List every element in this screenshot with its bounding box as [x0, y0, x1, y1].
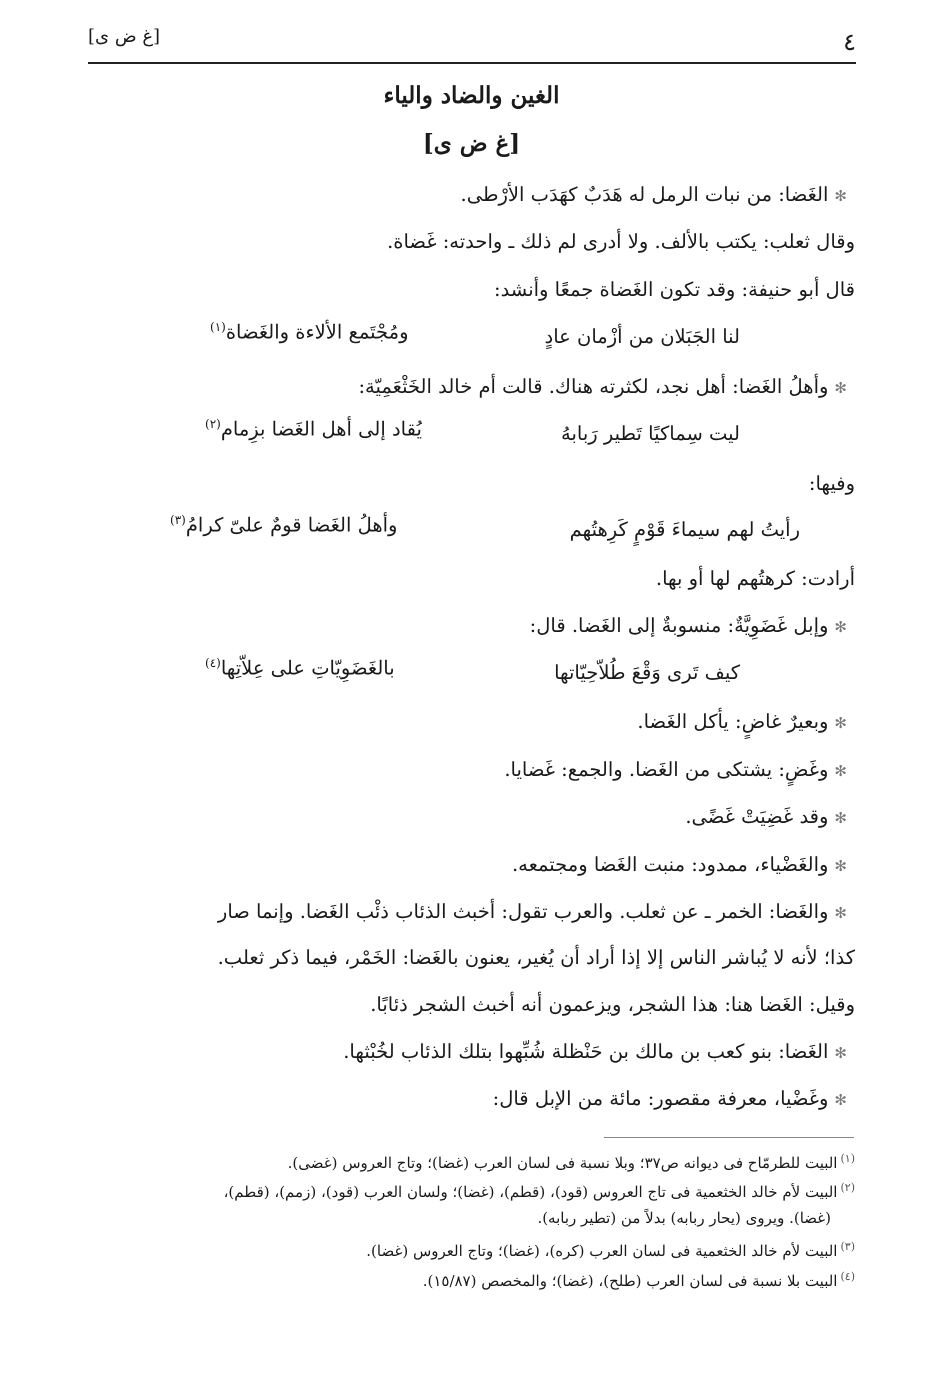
asterisk-icon: ✻ [834, 857, 847, 875]
verse-second-hemistich: ومُجْتَمع الألاءة والغَضاة$^{(١)}$ [210, 320, 409, 344]
entry-line: ✻وأهلُ الغَضا: أهل نجد، لكثرته هناك. قالت أم خالد الخَثْعَمِيّة: [358, 375, 847, 398]
verse-second-hemistich: يُقاد إلى أهل الغَضا بزِمام$^{(٢)}$ [205, 417, 422, 441]
footnote: $^{(٢)}$البيت لأم خالد الخثعمية فى تاج العروس (قود)، (قطم)، (غضا)؛ ولسان العرب (قود)، (زمم)، (قطم)، [223, 1181, 855, 1201]
asterisk-icon: ✻ [834, 1091, 847, 1109]
asterisk-icon: ✻ [834, 714, 847, 732]
entry-line: ✻وبعيرٌ غاضٍ: يأكل الغَضا. [637, 710, 847, 733]
text-line: وقيل: الغَضا هنا: هذا الشجر، ويزعمون أنه أخبث الشجر ذئابًا. [370, 993, 855, 1016]
footnote-separator [604, 1137, 854, 1138]
footnote-ref: (٢) [205, 417, 221, 431]
footnote-ref: (١) [210, 320, 226, 334]
text-line: كذا؛ لأنه لا يُباشر الناس إلا إذا أراد أن يُغير، يعنون بالغَضا: الخَمْر، فيما ذكر ثعلب. [217, 946, 855, 969]
entry-line: ✻الغَضا: من نبات الرمل له هَدَبٌ كهَدَب الأرْطى. [460, 183, 847, 206]
footnote-ref: (٤) [205, 656, 221, 670]
page-number: ٤ [843, 28, 856, 56]
text-line: وفيها: [808, 472, 855, 495]
asterisk-icon: ✻ [834, 618, 847, 636]
verse-first-hemistich: كيف تَرى وَقْعَ طُلاّحِيّاتها [554, 661, 740, 684]
asterisk-icon: ✻ [834, 1044, 847, 1062]
asterisk-icon: ✻ [834, 762, 847, 780]
entry-line: ✻وغَضٍ: يشتكى من الغَضا. والجمع: غَضايا. [504, 758, 847, 781]
page-header [88, 22, 856, 64]
footnote: $^{(٤)}$البيت بلا نسبة فى لسان العرب (طلح)، (غضا)؛ والمخصص (١٥/٨٧). [422, 1270, 855, 1290]
text-line: قال أبو حنيفة: وقد تكون الغَضاة جمعًا وأنشد: [494, 278, 855, 301]
asterisk-icon: ✻ [834, 379, 847, 397]
entry-line: ✻والغَضْياء، ممدود: منبت الغَضا ومجتمعه. [511, 853, 847, 876]
entry-line: ✻والغَضا: الخمر ـ عن ثعلب. والعرب تقول: أخبث الذئاب ذئْب الغَضا. وإنما صار [217, 900, 847, 923]
running-head: [غ ض ى] [88, 26, 161, 47]
footnote-continuation: (غضا). ويروى (يحار ربابه) بدلاً من (تطير ربابه). [537, 1209, 831, 1227]
entry-line: ✻الغَضا: بنو كعب بن مالك بن حَنْظلة شُبِّهوا بتلك الذئاب لخُبْثها. [343, 1040, 847, 1063]
verse-first-hemistich: لنا الجَبَلان من أزْمان عادٍ [544, 325, 740, 348]
entry-line: ✻وإبل غَضَوِيَّةٌ: منسوبةٌ إلى الغَضا. قال: [529, 614, 847, 637]
verse-second-hemistich: وأهلُ الغَضا قومٌ علىّ كرامُ$^{(٣)}$ [170, 513, 398, 537]
verse-first-hemistich: رأيتُ لهم سيماءَ قَوْمٍ كَرِهتُهم [569, 518, 800, 541]
footnote: $^{(٣)}$البيت لأم خالد الخثعمية فى لسان العرب (كره)، (غضا)؛ وتاج العروس (غضا). [366, 1240, 855, 1260]
chapter-title: الغين والضاد والياء [383, 82, 560, 109]
text-line: وقال ثعلب: يكتب بالألف. ولا أدرى لم ذلك ـ واحدته: غَضاة. [387, 230, 855, 253]
asterisk-icon: ✻ [834, 187, 847, 205]
footnote: $^{(١)}$البيت للطرمّاح فى ديوانه ص٣٧؛ وبلا نسبة فى لسان العرب (غضا)؛ وتاج العروس (غضى). [287, 1152, 855, 1172]
entry-line: ✻وقد غَضِيَتْ غَضًى. [685, 805, 847, 828]
root-heading: [غ ض ى] [422, 130, 521, 157]
verse-first-hemistich: ليت سِماكيًا تَطير رَبابهُ [561, 422, 740, 445]
text-line: أرادت: كرهتُهم لها أو بها. [655, 567, 855, 590]
footnote-ref: (٣) [170, 513, 186, 527]
asterisk-icon: ✻ [834, 809, 847, 827]
entry-line: ✻وغَضْيا، معرفة مقصور: مائة من الإبل قال: [492, 1087, 847, 1110]
asterisk-icon: ✻ [834, 904, 847, 922]
verse-second-hemistich: بالغَضَوِيّاتِ على عِلاّتِها$^{(٤)}$ [205, 656, 395, 680]
